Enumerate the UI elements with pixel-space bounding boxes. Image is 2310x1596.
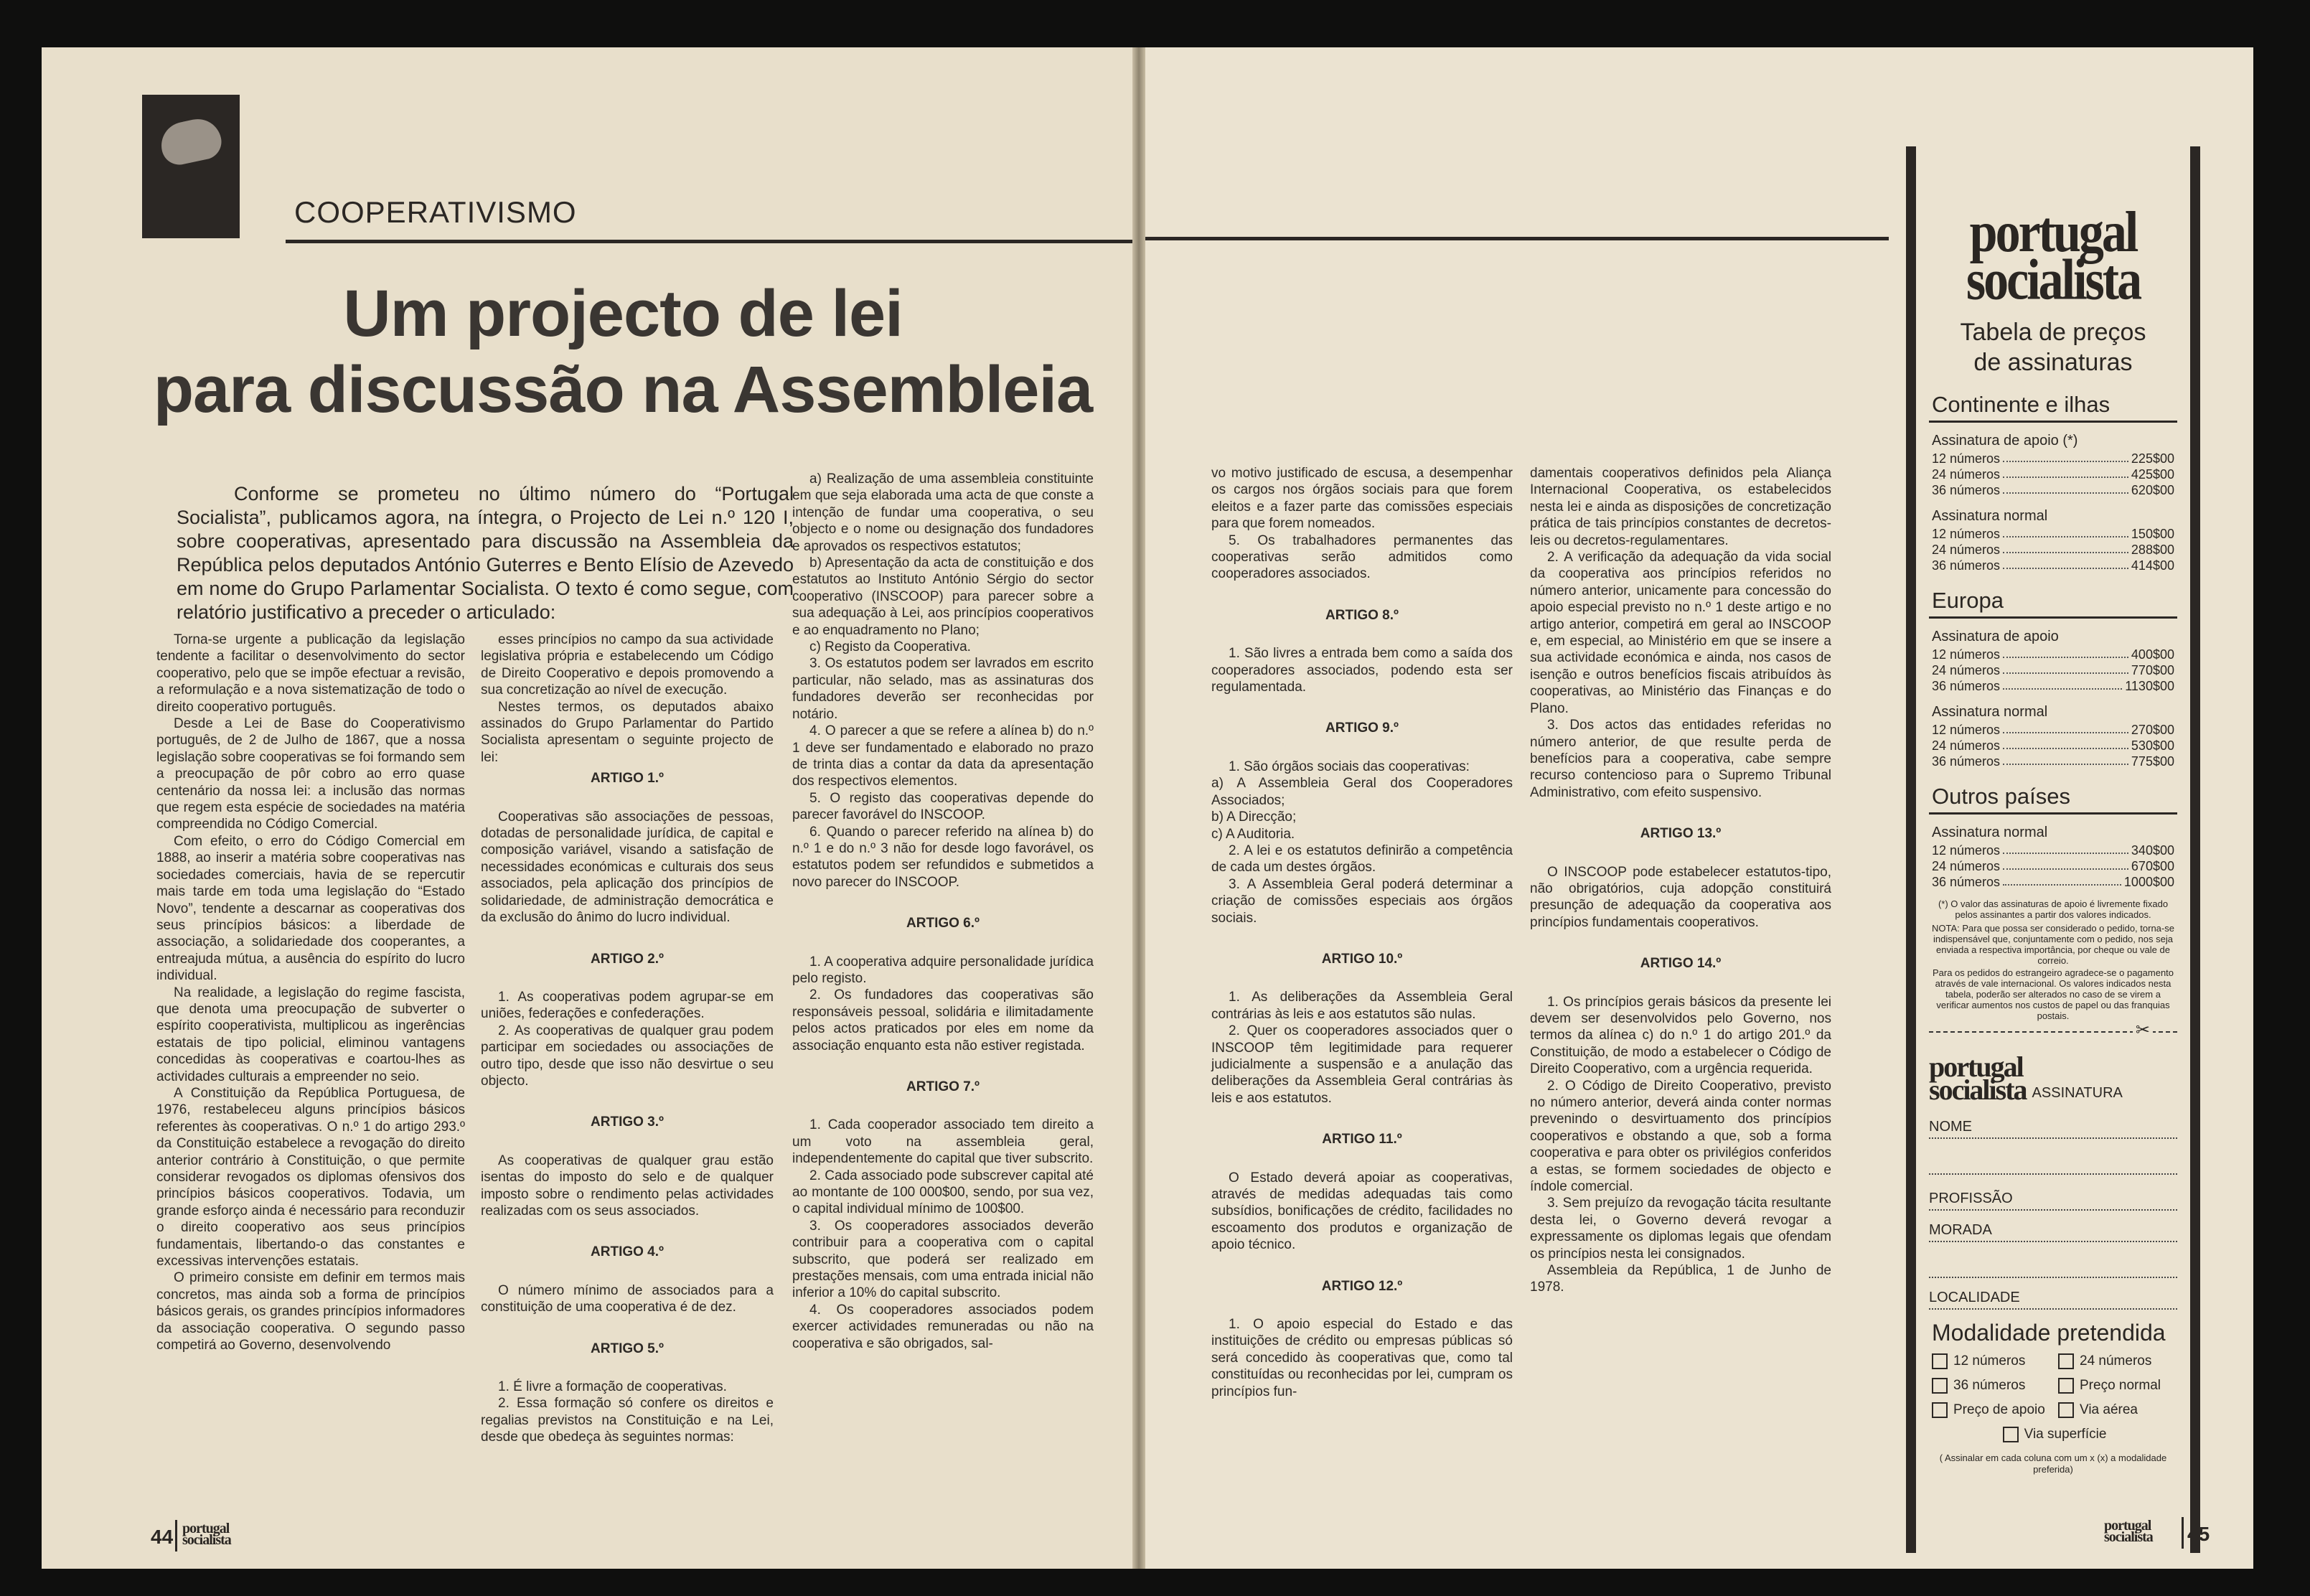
handshake-logo-image <box>142 95 240 238</box>
name-label: NOME <box>1929 1119 1972 1135</box>
price-row <box>1929 647 2177 662</box>
price-row <box>1929 451 2177 466</box>
footer-logo-line-2: socialista <box>182 1532 231 1548</box>
paragraph: 2. Os fundadores das cooperativas são responsáveis pessoal, solidária e ilimitadamente pelos actos praticados por eles em nome da associação enquanto esta não estiver registada. <box>792 987 1094 1053</box>
leader-dots <box>2003 738 2128 749</box>
subscription-type-label: Assinatura normal <box>1932 704 2048 720</box>
option-label: Preço de apoio <box>1953 1402 2045 1417</box>
paragraph: Assembleia da República, 1 de Junho de 1978. <box>1530 1263 1831 1295</box>
region-heading: Europa <box>1929 585 2177 619</box>
checkbox[interactable] <box>2058 1378 2074 1394</box>
box-logo <box>1929 200 2177 313</box>
paragraph: 1. As cooperativas podem agrupar-se em uniões, federações e confederações. <box>481 989 774 1022</box>
price-value: 400$00 <box>2131 647 2174 662</box>
subscription-type-label: Assinatura de apoio <box>1932 629 2059 644</box>
paragraph: O Estado deverá apoiar as cooperativas, através de medidas adequadas tais como subsídios, bonificações de crédito, facilidades no escoamento dos produtos e organização de apoio técnico. <box>1211 1170 1513 1253</box>
price-row <box>1929 874 2177 890</box>
name-field[interactable] <box>1929 1119 2177 1139</box>
article-heading: ARTIGO 12.º <box>1321 1278 1403 1294</box>
subscription-option-heading: Modalidade pretendida <box>1932 1320 2166 1346</box>
paragraph: c) Registo da Cooperativa. <box>809 639 971 655</box>
paragraph: a) Realização de uma assembleia constituinte em que seja elaborada uma acta de que conste a intenção de fundar uma cooperativa, o seu objecto e o nome ou designação dos fundadores e aprovados os respectivos estatutos; <box>792 471 1094 554</box>
paragraph: b) A Direcção; <box>1211 809 1297 825</box>
price-value: 1130$00 <box>2125 679 2174 693</box>
paragraph: 3. Sem prejuízo da revogação tácita resultante desta lei, o Governo deverá revogar a expressamente os diplomas legais que ofendam os princípios nesta lei consignados. <box>1530 1196 1831 1262</box>
paragraph: 4. Os cooperadores associados podem exercer actividades remuneradas ou não na cooperativa e são obrigados, sal- <box>792 1302 1094 1351</box>
price-row <box>1929 678 2177 694</box>
right-column-2 <box>1530 465 1831 1296</box>
leader-dots <box>2003 842 2128 854</box>
checkbox[interactable] <box>2058 1353 2074 1369</box>
article-heading: ARTIGO 4.º <box>591 1244 664 1260</box>
paragraph: A Constituição da República Portuguesa, de 1976, restabeleceu alguns princípios básicos referentes às cooperativas. O n.º 1 do artigo 293.º da Constituição estabelece a revogação do direito anterior contrário à Constituição, o que permite considerar revogados os diplomas ofensivos dos princípios básicos cooperativos. Todavia, um grande esforço ainda é necessário para reconduzir o direito cooperativo aos seus princípios fundamentais, libertando-o das constantes e excessivas intervenções estatais. <box>156 1085 465 1269</box>
leader-dots <box>2003 874 2121 886</box>
footer-logo <box>182 1523 231 1546</box>
paragraph: a) A Assembleia Geral dos Cooperadores Associados; <box>1211 776 1513 808</box>
option-normal-price[interactable] <box>2058 1378 2177 1394</box>
payment-note: NOTA: Para que possa ser considerado o pedido, torna-se indispensável que, conjuntamente com o pedido, nos seja enviada a respectiva importância, por cheque ou vale de correio. <box>1932 923 2174 966</box>
page-number: 44 <box>151 1526 174 1548</box>
option-surface-mail[interactable] <box>2003 1427 2107 1442</box>
article-heading: ARTIGO 3.º <box>591 1114 664 1130</box>
paragraph: Na realidade, a legislação do regime fascista, que denota uma preocupação de subverter o espírito cooperativista, multiplicou as ingerências estatais de tipo policial, eliminou vantagens concedidas às cooperativas e coartou-lhes as actividades culturais a empreender no seio. <box>156 985 465 1084</box>
subscription-type-label: Assinatura normal <box>1932 825 2048 840</box>
issue-count: 12 números <box>1932 843 2001 858</box>
header-rule <box>1145 237 1889 240</box>
option-label: Preço normal <box>2080 1378 2161 1393</box>
article-heading: ARTIGO 11.º <box>1322 1132 1402 1147</box>
article-heading: ARTIGO 10.º <box>1321 951 1403 967</box>
option-label: Via superfície <box>2024 1427 2107 1442</box>
price-row <box>1929 526 2177 542</box>
paragraph: damentais cooperativos definidos pela Aliança Internacional Cooperativa, os estabelecidos nesta lei e ainda as disposições de concretização prática de tais princípios constantes de decretos-leis ou decretos-regulamentares. <box>1530 466 1831 548</box>
paragraph: 1. São livres a entrada bem como a saída dos cooperadores associados, podendo esta ser regulamentada. <box>1211 646 1513 695</box>
option-air-mail[interactable] <box>2058 1402 2177 1418</box>
price-row <box>1929 662 2177 678</box>
profession-field[interactable] <box>1929 1191 2177 1211</box>
article-heading: ARTIGO 7.º <box>906 1079 980 1094</box>
price-row <box>1929 722 2177 738</box>
option-label: 12 números <box>1953 1353 2026 1369</box>
price-value: 775$00 <box>2131 754 2174 769</box>
leader-dots <box>2003 482 2128 494</box>
headline-line-1: Um projecto de lei <box>343 277 903 350</box>
price-value: 530$00 <box>2131 738 2174 753</box>
paragraph: Torna-se urgente a publicação da legislação tendente a facilitar o desenvolvimento do sector cooperativo, pelo que se impõe efectuar a revisão, a reformulação e a nova sistematização de todo o direito cooperativo português. <box>156 632 465 715</box>
leader-dots <box>2003 678 2122 690</box>
article-heading: ARTIGO 1.º <box>591 771 664 787</box>
price-value: 670$00 <box>2131 859 2174 873</box>
leader-dots <box>2003 647 2128 658</box>
issue-count: 24 números <box>1932 663 2001 677</box>
option-12-issues[interactable] <box>1932 1353 2051 1369</box>
option-24-issues[interactable] <box>2058 1353 2177 1369</box>
magazine-spread <box>42 47 2253 1569</box>
price-row <box>1929 842 2177 858</box>
paragraph: b) Apresentação da acta de constituição e dos estatutos ao Instituto António Sérgio do sector cooperativo (INSCOOP) para parecer sobre a sua adequação à Lei, aos princípios cooperativos e ao enquadramento no Plano; <box>792 555 1094 638</box>
article-heading: ARTIGO 6.º <box>906 916 980 931</box>
price-row <box>1929 738 2177 754</box>
header-rule <box>286 240 1132 243</box>
subscription-type-label: Assinatura de apoio (*) <box>1932 433 2078 449</box>
article-heading: ARTIGO 5.º <box>591 1341 664 1356</box>
article-heading: ARTIGO 14.º <box>1640 956 1722 972</box>
paragraph: c) A Auditoria. <box>1211 826 1295 842</box>
address-label: MORADA <box>1929 1222 1992 1238</box>
leader-dots <box>2003 542 2128 553</box>
price-value: 1000$00 <box>2123 875 2174 889</box>
price-table-title-line-2: de assinaturas <box>1973 349 2133 376</box>
form-header <box>1929 1051 2177 1106</box>
checkbox[interactable] <box>2058 1402 2074 1418</box>
paragraph: 1. O apoio especial do Estado e das instituições de crédito ou empresas públicas só será concedido às cooperativas que, como tal constituídas ou reconhecidas por lei, cumpram os princípios fun- <box>1211 1317 1513 1399</box>
price-row <box>1929 466 2177 482</box>
issue-count: 12 números <box>1932 647 2001 662</box>
form-logo-line-1: portugal <box>1929 1051 2023 1083</box>
issue-count: 36 números <box>1932 679 2001 693</box>
option-label: Via aérea <box>2080 1402 2138 1417</box>
subscription-type-label: Assinatura normal <box>1932 508 2048 524</box>
left-column-3 <box>792 471 1094 1352</box>
paragraph: Com efeito, o erro do Código Comercial em 1888, ao inserir a matéria sobre cooperativas nas sociedades comerciais, havia de se repercutir mais tarde em toda uma legislação do “Estado Novo”, tendente a descarnar as cooperativas dos seus princípios básicos: a liberdade de associação, a solidariedade dos cooperantes, a entreajuda mútua, a ausência do espírito do lucro individual. <box>156 833 465 984</box>
left-page <box>42 47 1132 1569</box>
price-row <box>1929 558 2177 573</box>
paragraph: Nestes termos, os deputados abaixo assinados do Grupo Parlamentar do Partido Socialista apresentam o seguinte projecto de lei: <box>481 699 774 765</box>
cut-line <box>1929 1020 2177 1041</box>
paragraph: 1. São órgãos sociais das cooperativas: <box>1229 759 1470 774</box>
issue-count: 12 números <box>1932 451 2001 466</box>
price-regions <box>1929 389 2177 890</box>
leader-dots <box>2003 466 2128 478</box>
paragraph: 2. Essa formação só confere os direitos e regalias previstos na Constituição e na Lei, desde que obedeça às seguintes normas: <box>481 1396 774 1445</box>
footer-logo-line-2: socialista <box>2104 1529 2153 1545</box>
paragraph: 1. É livre a formação de cooperativas. <box>498 1379 727 1394</box>
leader-dots <box>2003 526 2128 538</box>
subscription-options <box>1929 1353 2177 1442</box>
paragraph: As cooperativas de qualquer grau estão isentas do imposto do selo e de qualquer imposto sobre o rendimento pelas actividades realizadas com os seus associados. <box>481 1153 774 1219</box>
issue-count: 24 números <box>1932 543 2001 557</box>
leader-dots <box>2003 662 2128 674</box>
locality-field[interactable] <box>1929 1290 2177 1310</box>
leader-dots <box>2003 451 2128 462</box>
paragraph: 1. A cooperativa adquire personalidade jurídica pelo registo. <box>792 954 1094 986</box>
paragraph: 2. A lei e os estatutos definirão a competência de cada um destes órgãos. <box>1211 842 1513 876</box>
article-heading: ARTIGO 8.º <box>1325 607 1399 623</box>
section-label: COOPERATIVISMO <box>294 195 577 229</box>
price-row <box>1929 482 2177 498</box>
left-column-2 <box>481 632 774 1446</box>
form-logo <box>1929 1051 2027 1106</box>
paragraph: O número mínimo de associados para a constituição de uma cooperativa é de dez. <box>481 1282 774 1315</box>
paragraph: Desde a Lei de Base do Cooperativismo português, de 2 de Julho de 1867, que a nossa legislação sobre cooperativas se foi formando sem a preocupação de pôr cobro ao erro quase centenário da nossa lei: a inclusão das normas que regem esta espécie de sociedades na matéria compreendida no Código Comercial. <box>156 716 465 832</box>
issue-count: 36 números <box>1932 558 2001 573</box>
price-value: 288$00 <box>2131 543 2174 557</box>
checkbox[interactable] <box>1932 1402 1948 1418</box>
name-field-line-2[interactable] <box>1929 1155 2177 1175</box>
paragraph: 2. A verificação da adequação da vida social da cooperativa aos princípios referidos no número anterior, unicamente para concessão do apoio especial previsto no n.º 1 deste artigo e no artigo anterior, competirá em geral ao INSCOOP e, em especial, ao Ministério em que se insere a sua actividade económica e ainda, nos casos de isenção e outros benefícios fiscais atribuídos às cooperativas, ao Ministério das Finanças e do Plano. <box>1530 550 1831 716</box>
checkbox[interactable] <box>2003 1427 2019 1442</box>
price-value: 414$00 <box>2131 558 2174 573</box>
profession-label: PROFISSÃO <box>1929 1191 2013 1206</box>
price-row <box>1929 542 2177 558</box>
issue-count: 36 números <box>1932 483 2001 497</box>
paragraph: 2. O Código de Direito Cooperativo, previsto no número anterior, deverá ainda conter normas prevenindo o desvirtuamento dos princípios cooperativos e obstando a que, sob a forma cooperativa e para obter os privilégios conferidos a estas, se formem sociedades de objecto e índole comercial. <box>1530 1078 1831 1195</box>
foreign-orders-note: Para os pedidos do estrangeiro agradece-se o pagamento através de vale internacional. Os valores indicados nesta tabela, poderão ser alterados no caso de se virem a verificar aumentos nos custos de papel ou das franquias postais. <box>1932 967 2174 1021</box>
address-field-line-2[interactable] <box>1929 1258 2177 1278</box>
option-label: 36 números <box>1953 1378 2026 1393</box>
price-table-title-line-1: Tabela de preços <box>1960 319 2146 346</box>
footer-logo-line-1: portugal <box>182 1521 230 1536</box>
footer-logo-line-1: portugal <box>2104 1518 2151 1534</box>
issue-count: 24 números <box>1932 738 2001 753</box>
form-logo-line-2: socialista <box>1929 1074 2027 1106</box>
paragraph: 4. O parecer a que se refere a alínea b) do n.º 1 deve ser fundamentado e elaborado no prazo de trinta dias a contar da data da apresentação dos respectivos elementos. <box>792 723 1094 789</box>
paragraph: 3. A Assembleia Geral poderá determinar a criação de comissões especiais aos órgãos sociais. <box>1211 876 1513 926</box>
region-heading: Continente e ilhas <box>1929 389 2177 423</box>
option-36-issues[interactable] <box>1932 1378 2051 1394</box>
issue-count: 24 números <box>1932 859 2001 873</box>
paragraph: 6. Quando o parecer referido na alínea b) do n.º 1 e do n.º 3 não for desde logo favorável, os estatutos podem ser refundidos e submetidos a novo parecer do INSCOOP. <box>792 824 1094 890</box>
paragraph: 1. Cada cooperador associado tem direito a um voto na assembleia geral, independentemente do capital que tiver subscrito. <box>792 1117 1094 1167</box>
region-heading: Outros países <box>1929 781 2177 815</box>
leader-dots <box>2003 722 2128 733</box>
address-field[interactable] <box>1929 1222 2177 1242</box>
right-column-1 <box>1211 465 1513 1400</box>
price-value: 270$00 <box>2131 723 2174 737</box>
leader-dots <box>2003 558 2128 569</box>
price-value: 620$00 <box>2131 483 2174 497</box>
paragraph: 3. Dos actos das entidades referidas no número anterior, de que resulte perda de benefícios para a cooperativa, cabe sempre recurso contencioso para o Supremo Tribunal Administrativo, com efeito suspensivo. <box>1530 718 1831 800</box>
checkbox[interactable] <box>1932 1353 1948 1369</box>
box-logo-line-2: socialista <box>1966 248 2141 313</box>
article-heading: ARTIGO 9.º <box>1325 720 1399 736</box>
headline <box>135 276 1111 428</box>
price-value: 425$00 <box>2131 467 2174 482</box>
price-table-title <box>1929 317 2177 377</box>
paragraph: 2. Quer os cooperadores associados quer o INSCOOP têm legitimidade para requerer judicialmente a suspensão e a anulação das deliberações da Assembleia Geral contrárias às leis e aos estatutos. <box>1211 1023 1513 1106</box>
price-row <box>1929 754 2177 769</box>
paragraph: esses princípios no campo da sua actividade legislativa própria e estabelecendo um Código de Direito Cooperativo e depois promovendo a sua concretização ao nível de execução. <box>481 632 774 698</box>
folio-divider <box>175 1520 177 1552</box>
binding-gutter <box>1132 47 1145 1569</box>
price-value: 770$00 <box>2131 663 2174 677</box>
option-support-price[interactable] <box>1932 1402 2051 1418</box>
issue-count: 36 números <box>1932 875 2001 889</box>
headline-line-2: para discussão na Assembleia <box>153 353 1093 426</box>
subscription-box <box>1906 146 2200 1553</box>
issue-count: 24 números <box>1932 467 2001 482</box>
issue-count: 12 números <box>1932 527 2001 541</box>
paragraph: O INSCOOP pode estabelecer estatutos-tipo, não obrigatórios, cuja adopção constituirá presunção de adequação da cooperativa aos princípios fundamentais cooperativos. <box>1530 864 1831 930</box>
paragraph: 2. As cooperativas de qualquer grau podem participar em sociedades ou associações de outro tipo, desde que isso não desvirtue o seu objecto. <box>481 1023 774 1089</box>
paragraph: 3. Os estatutos podem ser lavrados em escrito particular, não selado, mas as assinaturas dos fundadores deverão ser reconhecidas por notário. <box>792 656 1094 722</box>
locality-label: LOCALIDADE <box>1929 1290 2020 1305</box>
price-value: 225$00 <box>2131 451 2174 466</box>
page-number: 45 <box>2187 1523 2210 1545</box>
paragraph: 5. O registo das cooperativas depende do parecer favorável do INSCOOP. <box>792 790 1094 823</box>
paragraph: O primeiro consiste em definir em termos mais concretos, mas ainda sob a forma de princípios básicos gerais, os grandes princípios informadores da associação cooperativa. O segundo passo competirá ao Governo, desenvolvendo <box>156 1270 465 1353</box>
paragraph: 5. Os trabalhadores permanentes das cooperativas serão admitidos como cooperadores associados. <box>1211 532 1513 582</box>
lead-paragraph: Conforme se prometeu no último número do “Portugal Socialista”, publicamos agora, na íntegra, o Projecto de Lei n.º 120 I, sobre cooperativas, apresentado para discussão na Assembleia da República pelos deputados António Guterres e Bento Elísio de Azevedo em nome do Grupo Parlamentar Socialista. O texto é como segue, com relatório justificativo a preceder o articulado: <box>177 483 794 623</box>
paragraph: Cooperativas são associações de pessoas, dotadas de personalidade jurídica, de capital e composição variável, visando a satisfação de necessidades económicas e culturais dos seus associados, pela aplicação dos princípios de solidariedade, de administração democrática e da exclusão do ânimo do lucro individual. <box>481 809 774 926</box>
paragraph: 1. Os princípios gerais básicos da presente lei devem ser desenvolvidos pelo Governo, nos termos da alínea c) do n.º 1 do artigo 201.º da Constituição, de modo a estabelecer o Código de Direito Cooperativo, com a urgência requerida. <box>1530 994 1831 1077</box>
checkbox[interactable] <box>1932 1378 1948 1394</box>
price-value: 150$00 <box>2131 527 2174 541</box>
leader-dots <box>2003 754 2128 765</box>
scissors-icon: ✂ <box>2133 1020 2153 1041</box>
price-footnote: (*) O valor das assinaturas de apoio é livremente fixado pelos assinantes a partir dos valores indicados. <box>1938 898 2169 920</box>
article-heading: ARTIGO 13.º <box>1640 826 1722 842</box>
price-row <box>1929 858 2177 874</box>
form-title: ASSINATURA <box>2032 1085 2123 1101</box>
form-instructions: ( Assinalar em cada coluna com um x (x) a modalidade preferida) <box>1939 1452 2167 1475</box>
price-value: 340$00 <box>2131 843 2174 858</box>
leader-dots <box>2003 858 2128 870</box>
left-column-1 <box>156 632 465 1353</box>
paragraph: 1. As deliberações da Assembleia Geral contrárias às leis e aos estatutos são nulas. <box>1211 990 1513 1022</box>
issue-count: 36 números <box>1932 754 2001 769</box>
option-label: 24 números <box>2080 1353 2152 1369</box>
paragraph: 2. Cada associado pode subscrever capital até ao montante de 100 000$00, sendo, por sua vez, o capital individual mínimo de 100$00. <box>792 1168 1094 1217</box>
issue-count: 12 números <box>1932 723 2001 737</box>
paragraph: vo motivo justificado de escusa, a desempenhar os cargos nos órgãos sociais para que forem eleitos e a fazer parte das comissões especiais para que forem nomeados. <box>1211 466 1513 532</box>
box-logo-line-1: portugal <box>1969 200 2137 265</box>
paragraph: 3. Os cooperadores associados deverão contribuir para a cooperativa com o capital subscrito, que poderá ser realizado em prestações mensais, com uma entrada inicial não inferior a 10% do capital subscrito. <box>792 1218 1094 1301</box>
article-heading: ARTIGO 2.º <box>591 951 664 967</box>
